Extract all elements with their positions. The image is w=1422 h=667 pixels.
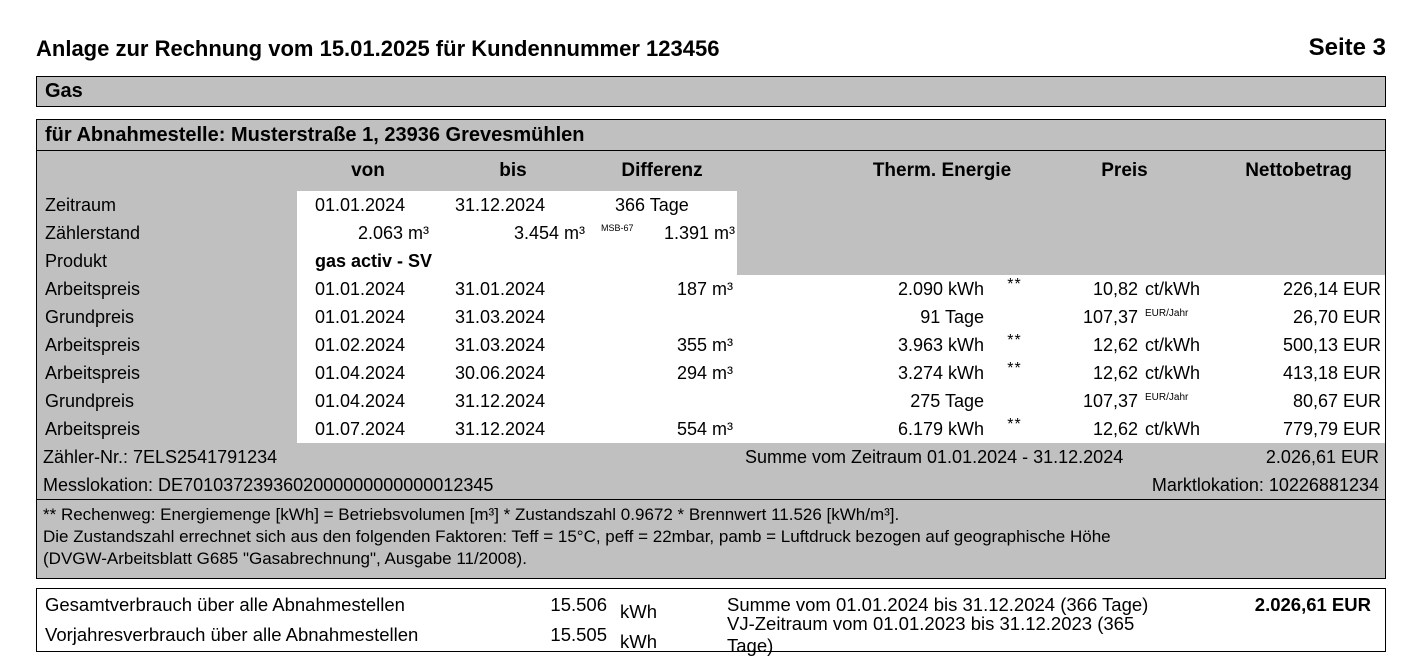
table-row-arbeitspreis <box>37 415 1385 443</box>
product-name: gas activ - SV <box>297 247 737 275</box>
cell-preis <box>1037 331 1212 359</box>
table-row-zeitraum <box>37 191 1385 219</box>
price-unit: ct/kWh <box>1145 418 1201 439</box>
cell-nettobetrag: 80,67 EUR <box>1212 387 1385 415</box>
cell-nettobetrag: 413,18 EUR <box>1212 359 1385 387</box>
cell-differenz: 554 m³ <box>587 415 737 443</box>
column-header-differenz: Differenz <box>621 160 703 181</box>
calculation-marker <box>992 387 1037 415</box>
summary-period-label: VJ-Zeitraum vom 01.01.2023 bis 31.12.2023 (365 Tage) <box>727 613 1135 656</box>
banner-gap <box>36 107 1422 119</box>
column-header-nettobetrag: Nettobetrag <box>1245 160 1352 181</box>
cell-preis <box>1037 275 1212 303</box>
page-number: Seite 3 <box>1308 34 1386 61</box>
row-label: Arbeitspreis <box>45 334 141 355</box>
column-header-von: von <box>351 160 385 181</box>
column-header-preis: Preis <box>1101 160 1148 181</box>
summary-period-label: Summe vom 01.01.2024 bis 31.12.2024 (366 Tage) <box>727 594 1149 615</box>
price-unit: ct/kWh <box>1145 362 1201 383</box>
cell-von: 01.04.2024 <box>297 387 439 415</box>
meter-number: Zähler-Nr.: 7ELS2541791234 <box>43 446 278 467</box>
cell-differenz: 187 m³ <box>587 275 737 303</box>
section-banner-gas <box>36 76 1386 107</box>
row-label: Grundpreis <box>45 306 135 327</box>
consumption-summary-box <box>36 588 1386 656</box>
price-value: 10,82 <box>1092 278 1138 299</box>
cell-von: 01.07.2024 <box>297 415 439 443</box>
price-value: 107,37 <box>1082 306 1138 327</box>
cell-von: 01.01.2024 <box>297 275 439 303</box>
location-row <box>37 471 1385 499</box>
table-row-grundpreis <box>37 387 1385 415</box>
consumption-value: 15.506 <box>550 594 607 615</box>
cell-nettobetrag: 226,14 EUR <box>1212 275 1385 303</box>
column-header-therm-energie: Therm. Energie <box>872 160 1012 181</box>
cell-differenz <box>587 219 737 247</box>
row-label: Arbeitspreis <box>45 278 141 299</box>
period-sum-value: 2.026,61 EUR <box>1265 446 1379 467</box>
section-category-label: Gas <box>45 80 83 102</box>
calculation-marker: ** <box>992 415 1037 443</box>
consumption-label: Gesamtverbrauch über alle Abnahmestellen <box>45 594 405 615</box>
cell-von: 01.02.2024 <box>297 331 439 359</box>
cell-von: 2.063 m³ <box>297 219 439 247</box>
row-label: Grundpreis <box>45 390 135 411</box>
cell-energie: 275 Tage <box>737 387 992 415</box>
table-row-produkt <box>37 247 1385 275</box>
price-unit: EUR/Jahr <box>1145 308 1189 319</box>
consumption-unit: kWh <box>620 631 657 652</box>
calculation-notes <box>37 499 1385 578</box>
cell-bis: 30.06.2024 <box>439 359 587 387</box>
cell-von: 01.04.2024 <box>297 359 439 387</box>
row-label: Produkt <box>45 250 108 271</box>
document-header <box>36 34 1386 62</box>
price-value: 12,62 <box>1092 334 1138 355</box>
invoice-table-block <box>36 119 1386 579</box>
cell-differenz <box>587 387 737 415</box>
consumption-value: 15.505 <box>550 624 607 645</box>
summary-row-previous-year <box>37 613 1385 656</box>
summary-total-amount: 2.026,61 EUR <box>1254 594 1371 615</box>
cell-energie: 2.090 kWh <box>737 275 992 303</box>
price-unit: ct/kWh <box>1145 278 1201 299</box>
meter-difference-value: 1.391 m³ <box>663 222 735 243</box>
calculation-marker: ** <box>992 275 1037 303</box>
note-line-3: (DVGW-Arbeitsblatt G685 "Gasabrechnung", Ausgabe 11/2008). <box>43 549 527 568</box>
page-title: Anlage zur Rechnung vom 15.01.2025 für Kundennummer 123456 <box>36 36 720 61</box>
row-label: Zählerstand <box>45 222 141 243</box>
cell-preis <box>1037 303 1212 331</box>
cell-differenz <box>587 303 737 331</box>
msb-note: MSB-67 <box>601 223 634 233</box>
messlokation: Messlokation: DE7010372393602000000000000012345 <box>43 474 494 495</box>
cell-von: 01.01.2024 <box>297 303 439 331</box>
price-value: 12,62 <box>1092 362 1138 383</box>
meter-summary-row <box>37 443 1385 471</box>
calculation-marker: ** <box>992 359 1037 387</box>
cell-differenz: 355 m³ <box>587 331 737 359</box>
cell-nettobetrag: 26,70 EUR <box>1212 303 1385 331</box>
calculation-marker <box>992 303 1037 331</box>
cell-empty <box>737 191 1385 219</box>
table-row-zaehlerstand <box>37 219 1385 247</box>
column-header-empty <box>37 151 297 191</box>
table-row-arbeitspreis <box>37 331 1385 359</box>
cell-preis <box>1037 387 1212 415</box>
cell-preis <box>1037 415 1212 443</box>
marktlokation: Marktlokation: 10226881234 <box>1151 474 1379 495</box>
calculation-marker: ** <box>992 331 1037 359</box>
delivery-point-label: für Abnahmestelle: Musterstraße 1, 23936 Grevesmühlen <box>45 123 585 146</box>
note-line-2: Die Zustandszahl errechnet sich aus den folgenden Faktoren: Teff = 15°C, peff = 22mbar, pamb = Luftdruck bezogen auf geographische Höhe <box>43 527 1111 546</box>
cell-bis: 31.01.2024 <box>439 275 587 303</box>
note-line-1: ** Rechenweg: Energiemenge [kWh] = Betriebsvolumen [m³] * Zustandszahl 0.9672 * Brennwert 11.526 [kWh/m³]. <box>43 505 900 524</box>
table-header-row <box>37 151 1385 191</box>
price-value: 107,37 <box>1082 390 1138 411</box>
row-label: Zeitraum <box>45 194 117 215</box>
cell-nettobetrag: 779,79 EUR <box>1212 415 1385 443</box>
cell-differenz: 294 m³ <box>587 359 737 387</box>
cell-bis: 31.12.2024 <box>439 191 587 219</box>
cell-energie: 3.274 kWh <box>737 359 992 387</box>
price-unit: ct/kWh <box>1145 334 1201 355</box>
period-sum-label: Summe vom Zeitraum 01.01.2024 - 31.12.2024 <box>745 446 1124 467</box>
cell-bis: 31.03.2024 <box>439 303 587 331</box>
price-unit: EUR/Jahr <box>1145 392 1189 403</box>
table-row-arbeitspreis <box>37 359 1385 387</box>
table-row-arbeitspreis <box>37 275 1385 303</box>
cell-preis <box>1037 359 1212 387</box>
row-label: Arbeitspreis <box>45 418 141 439</box>
cell-bis: 31.12.2024 <box>439 415 587 443</box>
cell-differenz: 366 Tage <box>587 191 737 219</box>
cell-von: 01.01.2024 <box>297 191 439 219</box>
delivery-point-banner <box>37 120 1385 151</box>
consumption-label: Vorjahresverbrauch über alle Abnahmestellen <box>45 624 419 645</box>
cell-bis: 31.12.2024 <box>439 387 587 415</box>
cell-bis: 3.454 m³ <box>439 219 587 247</box>
column-header-bis: bis <box>499 160 527 181</box>
row-label: Arbeitspreis <box>45 362 141 383</box>
price-value: 12,62 <box>1092 418 1138 439</box>
cell-nettobetrag: 500,13 EUR <box>1212 331 1385 359</box>
cell-bis: 31.03.2024 <box>439 331 587 359</box>
cell-empty <box>737 219 1385 247</box>
cell-empty <box>737 247 1385 275</box>
cell-energie: 91 Tage <box>737 303 992 331</box>
cell-energie: 6.179 kWh <box>737 415 992 443</box>
cell-energie: 3.963 kWh <box>737 331 992 359</box>
consumption-unit: kWh <box>620 601 657 622</box>
table-row-grundpreis <box>37 303 1385 331</box>
